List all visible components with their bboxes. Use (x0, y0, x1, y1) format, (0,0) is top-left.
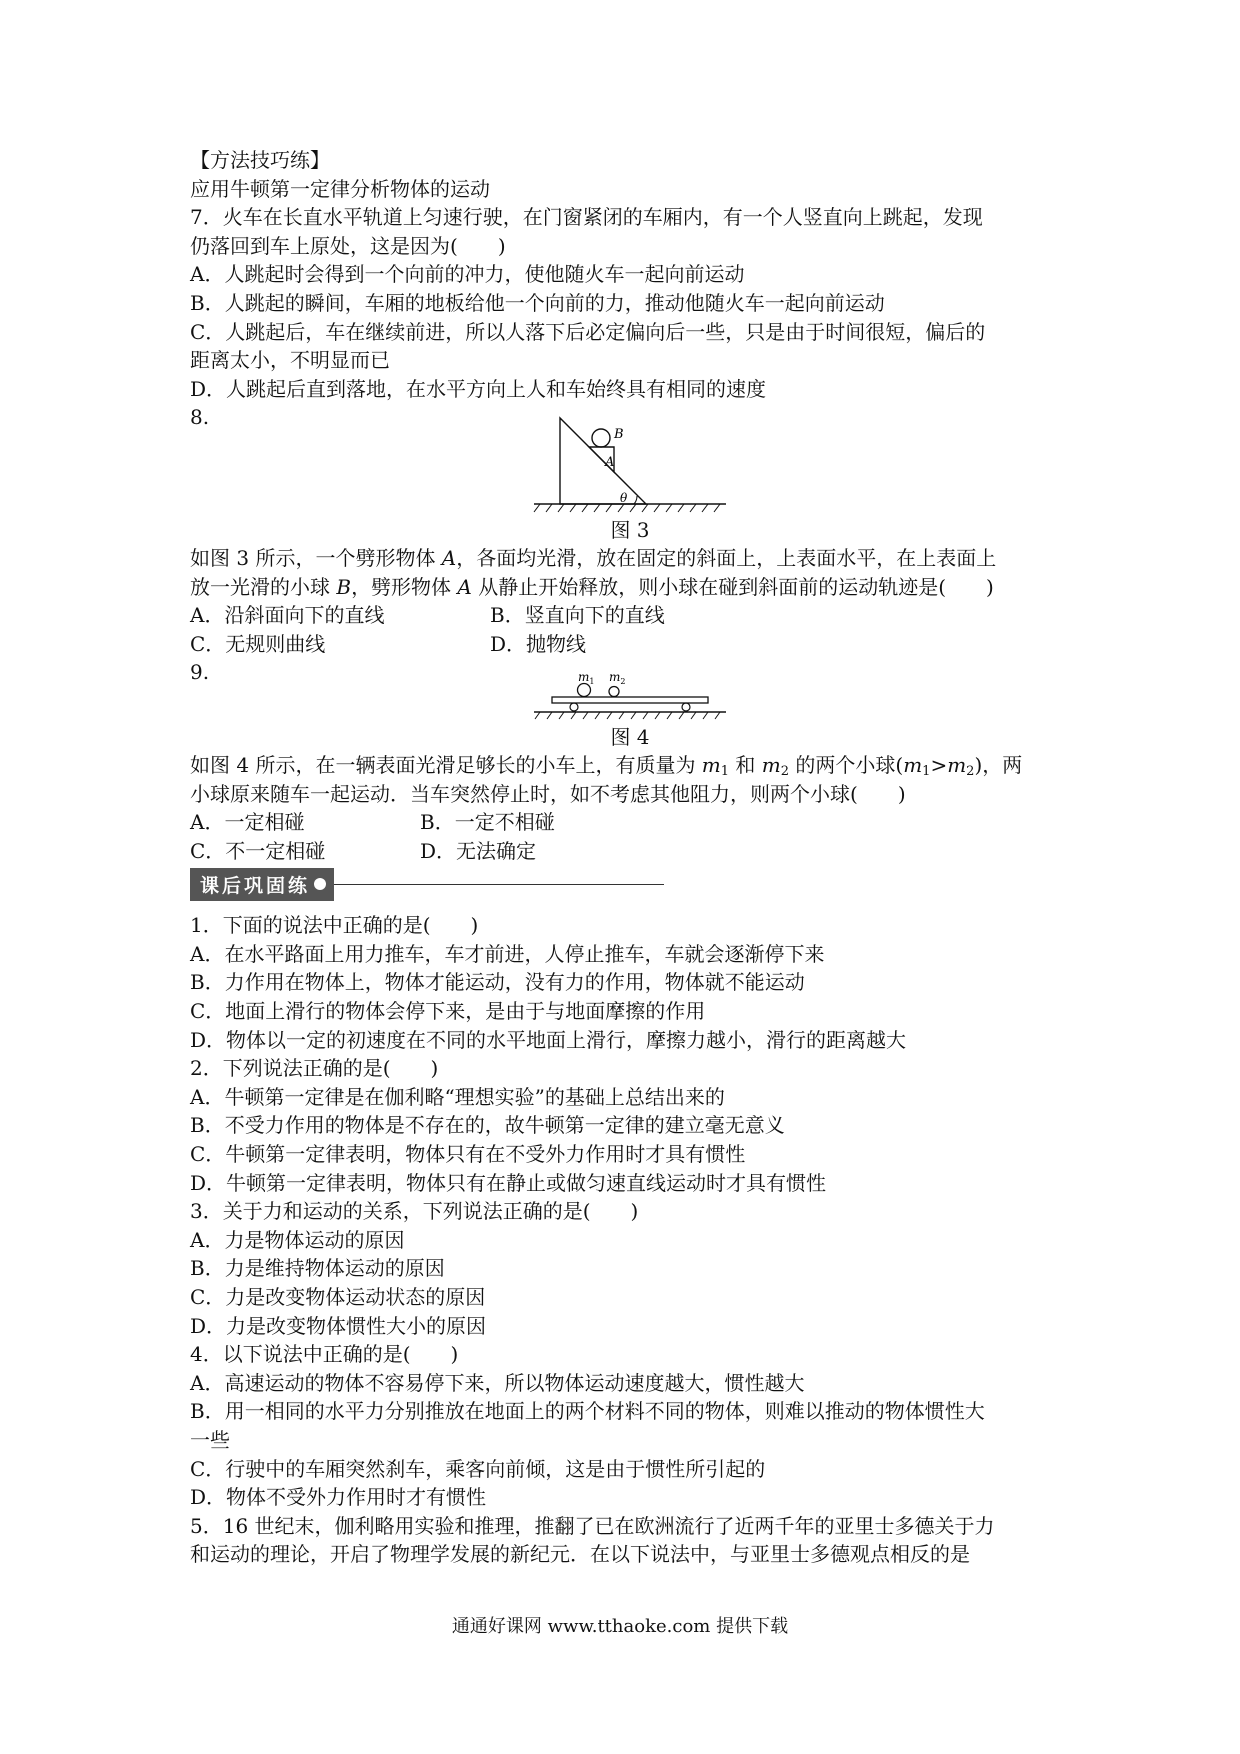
p3-option-b: B．力是维持物体运动的原因 (190, 1256, 445, 1281)
p2-stem (190, 1054, 1070, 1083)
problem-3 (190, 1197, 1070, 1340)
q9-stem-line1 (190, 751, 1070, 780)
ball-m2 (609, 686, 619, 696)
q8-stem-part: 如图 3 所示，一个劈形物体 (190, 545, 442, 570)
q9-stem-part: 的两个小球( (789, 752, 904, 777)
p4-option-c: C．行驶中的车厢突然刹车，乘客向前倾，这是由于惯性所引起的 (190, 1456, 766, 1481)
q9-options-row2 (190, 837, 1070, 866)
p5-line1: 5．16 世纪末，伽利略用实验和推理，推翻了已在欧洲流行了近两千年的亚里士多德关于力 (190, 1513, 995, 1538)
var-B: B (336, 574, 352, 599)
figure-4 (190, 669, 1070, 751)
section-label (190, 868, 334, 901)
var-A: A (457, 574, 472, 599)
q9-option-b: B．一定不相碰 (420, 810, 555, 835)
problem-1 (190, 911, 1070, 1054)
p4-paren-close: ) (450, 1342, 459, 1367)
section-title-methods: 【方法技巧练】 (190, 148, 330, 172)
ground-hatching (534, 504, 720, 512)
var-A: A (441, 545, 457, 570)
var-m: m (903, 752, 923, 777)
p5-line2: 和运动的理论，开启了物理学发展的新纪元．在以下说法中，与亚里士多德观点相反的是 (190, 1542, 970, 1567)
p4-stem (190, 1340, 1070, 1369)
section-header-homework (190, 867, 1070, 901)
question-9 (190, 658, 1070, 865)
subscript-2: 2 (966, 763, 975, 779)
document-content (190, 146, 1070, 1569)
q7-stem-line2 (190, 232, 1070, 261)
p4-stem-text: 4．以下说法中正确的是( (190, 1342, 411, 1367)
q9-stem-part: 小球原来随车一起运动．当车突然停止时，如不考虑其他阻力，则两个小球( (190, 781, 858, 806)
q9-options-row1 (190, 808, 1070, 837)
q8-options-row2 (190, 630, 1070, 659)
p2-option-d: D．牛顿第一定律表明，物体只有在静止或做匀速直线运动时才具有惯性 (190, 1170, 827, 1195)
var-m: m (701, 752, 721, 777)
p3-stem (190, 1197, 1070, 1226)
q8-options-row1 (190, 601, 1070, 630)
label-A: A (605, 454, 615, 470)
q7-option-b: B．人跳起的瞬间，车厢的地板给他一个向前的力，推动他随火车一起向前运动 (190, 290, 885, 315)
cart-diagram (530, 669, 730, 723)
var-m: m (761, 752, 781, 777)
ground-hatching (535, 712, 720, 719)
p3-stem-text: 3．关于力和运动的关系，下列说法正确的是( (190, 1199, 591, 1224)
wedge-diagram (530, 416, 730, 516)
p1-stem-text: 1．下面的说法中正确的是( (190, 913, 431, 938)
subscript-1: 1 (720, 763, 730, 779)
question-8 (190, 403, 1070, 658)
p3-paren-close: ) (630, 1199, 639, 1224)
q7-option-c-line1: C．人跳起后，车在继续前进，所以人落下后必定偏向后一些，只是由于时间很短，偏后的 (190, 319, 986, 344)
q9-number: 9. (190, 660, 210, 685)
section-label-text: 课后巩固练 (200, 874, 311, 897)
label-theta: θ (620, 490, 628, 505)
p2-option-c: C．牛顿第一定律表明，物体只有在不受外力作用时才具有惯性 (190, 1142, 746, 1167)
subscript-2: 2 (780, 763, 790, 779)
p4-option-d: D．物体不受外力作用时才有惯性 (190, 1485, 487, 1510)
figure-3-caption: 图 3 (610, 517, 650, 542)
angle-arc (634, 496, 637, 504)
q8-stem-line1 (190, 544, 1070, 573)
q7-option-d: D．人跳起后直到落地，在水平方向上人和车始终具有相同的速度 (190, 376, 767, 401)
p2-stem-text: 2．下列说法正确的是( (190, 1056, 391, 1081)
label-m1: $m_1$ (578, 669, 595, 686)
p3-option-c: C．力是改变物体运动状态的原因 (190, 1285, 486, 1309)
section-rule (334, 884, 664, 885)
label-m2: $m_2$ (609, 669, 626, 686)
p2-paren-close: ) (430, 1056, 439, 1081)
q8-stem-part: ，劈形物体 (351, 574, 458, 599)
problem-4 (190, 1340, 1070, 1512)
q8-stem-part: 从静止开始释放，则小球在碰到斜面前的运动轨迹是( (471, 574, 947, 599)
q7-option-c-line2: 距离太小，不明显而已 (190, 348, 390, 373)
var-m: m (947, 752, 967, 777)
problem-2 (190, 1054, 1070, 1197)
q9-option-d: D．无法确定 (420, 838, 537, 863)
bullet-dot-icon (314, 878, 326, 890)
cart-wheel-right (682, 703, 690, 711)
p1-paren-close: ) (470, 913, 479, 938)
q9-stem-part: )，两 (974, 752, 1023, 777)
q8-number: 8. (190, 405, 210, 430)
q9-paren-close: ) (897, 781, 906, 806)
ball-m1 (578, 683, 591, 696)
q8-stem-line2 (190, 573, 1070, 602)
p1-option-b: B．力作用在物体上，物体才能运动，没有力的作用，物体就不能运动 (190, 970, 805, 995)
q8-stem-part: ，各面均光滑，放在固定的斜面上，上表面水平，在上表面上 (456, 545, 997, 570)
p1-option-a: A．在水平路面上用力推车，车才前进，人停止推车，车就会逐渐停下来 (190, 941, 825, 966)
p2-option-a: A．牛顿第一定律是在伽利略“理想实验”的基础上总结出来的 (190, 1084, 725, 1109)
p1-stem (190, 911, 1070, 940)
q7-stem-line1: 7．火车在长直水平轨道上匀速行驶，在门窗紧闭的车厢内，有一个人竖直向上跳起，发现 (190, 205, 983, 230)
q9-stem-part: 如图 4 所示，在一辆表面光滑足够长的小车上，有质量为 (190, 752, 702, 777)
question-7 (190, 203, 1070, 403)
q9-stem-line2 (190, 780, 1070, 809)
page-footer: 通通好课网 www.tthaoke.com 提供下载 (451, 1616, 789, 1637)
label-B: B (614, 426, 624, 442)
figure-4-caption: 图 4 (610, 724, 650, 749)
q9-option-a: A．一定相碰 (190, 810, 305, 835)
cart-wheel-left (570, 703, 578, 711)
q8-paren-close: ) (986, 574, 994, 599)
figure-3 (190, 416, 1070, 544)
q9-stem-part: 和 (729, 752, 762, 777)
p2-option-b: B．不受力作用的物体是不存在的，故牛顿第一定律的建立毫无意义 (190, 1113, 785, 1138)
p4-option-b-line2: 一些 (190, 1427, 230, 1452)
p4-option-a: A．高速运动的物体不容易停下来，所以物体运动速度越大，惯性越大 (190, 1370, 805, 1395)
q8-option-d: D．抛物线 (490, 631, 587, 656)
q8-stem-part: 放一光滑的小球 (190, 574, 337, 599)
problem-5 (190, 1512, 1070, 1569)
p4-option-b-line1: B．用一相同的水平力分别推放在地面上的两个材料不同的物体，则难以推动的物体惯性大 (190, 1399, 985, 1424)
q8-option-a: A．沿斜面向下的直线 (190, 603, 385, 628)
cart-body (552, 697, 708, 703)
q8-option-b: B．竖直向下的直线 (490, 603, 665, 628)
q9-option-c: C．不一定相碰 (190, 838, 326, 863)
p3-option-d: D．力是改变物体惯性大小的原因 (190, 1313, 487, 1338)
q7-paren-close: ) (497, 233, 506, 258)
p1-option-c: C．地面上滑行的物体会停下来，是由于与地面摩擦的作用 (190, 999, 706, 1024)
topic-heading: 应用牛顿第一定律分析物体的运动 (190, 176, 490, 201)
p1-option-d: D．物体以一定的初速度在不同的水平地面上滑行，摩擦力越小，滑行的距离越大 (190, 1027, 907, 1052)
greater-than: > (930, 752, 948, 777)
q8-option-c: C．无规则曲线 (190, 631, 326, 656)
subscript-1: 1 (922, 763, 931, 779)
ball-B (592, 429, 610, 447)
p3-option-a: A．力是物体运动的原因 (190, 1227, 405, 1252)
q7-stem: 仍落回到车上原处，这是因为( (190, 233, 458, 258)
q7-option-a: A．人跳起时会得到一个向前的冲力，使他随火车一起向前运动 (190, 262, 745, 287)
